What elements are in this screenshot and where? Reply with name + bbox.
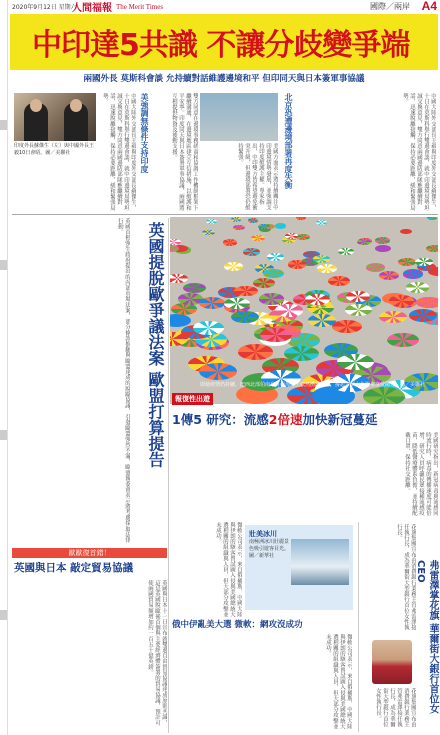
umbrella-shape: [193, 321, 223, 335]
umbrella-shape: [259, 293, 284, 304]
umbrella-shape: [400, 229, 413, 235]
photo-tag: 報復性出遊: [172, 393, 213, 405]
beach-photo-caption: 即使疫情仍持續，巴西北部伯南布哥州海灘上依然擠滿遊客，撐起五顏六色陽傘享受陽光。圖／美聯社: [200, 382, 426, 388]
left-margin-strip: [0, 0, 8, 735]
umbrella-shape: [363, 387, 406, 404]
story5-body: 微軟公司表示，來自俄羅斯、中國大陸與伊朗的駭客曾試圖入侵與美國總統大選相關的組織與人員，但大部分攻擊並未成功。: [325, 634, 352, 730]
newspaper-english-name: The Merit Times: [116, 2, 164, 11]
divider: [358, 522, 359, 732]
umbrella-shape: [366, 263, 385, 272]
story1-column: 雙方同意在邊境事務磋商和協調工作機制框架下繼續溝通，在邊境地區建立互信措施，以維護和平安寧。印度同天與日本簽署軍事協議，兩國將互相提供物資及後勤支援。: [171, 93, 198, 211]
story3-headline: [172, 410, 438, 430]
umbrella-shape: [231, 217, 241, 222]
umbrella-shape: [296, 234, 310, 240]
umbrella-shape: [288, 260, 307, 268]
umbrella-shape: [338, 248, 354, 255]
umbrella-shape: [251, 235, 265, 241]
umbrella-shape: [428, 267, 438, 276]
beach-umbrellas-photo: [170, 217, 438, 404]
umbrella-shape: [409, 309, 437, 322]
umbrella-shape: [199, 297, 225, 309]
umbrella-shape: [389, 295, 414, 306]
umbrella-shape: [406, 282, 429, 292]
story6-body: 花旗集團宣布由消費銀行業務主管弗雷澤接任執行長，成為華爾街大型銀行首位女性執行長。: [375, 688, 416, 728]
person-head: [30, 99, 42, 112]
story2-headline: 英國提脫歐爭議法案 歐盟打算提告: [146, 222, 165, 468]
umbrella-shape: [199, 363, 237, 380]
person-head: [70, 99, 82, 112]
story1-sidehead-left: 美強調無條件支持印度: [140, 93, 149, 173]
margin-tick: [0, 430, 7, 440]
divider: [12, 214, 438, 215]
story4-headline: 英國與日本 敲定貿易協議: [14, 562, 134, 574]
umbrella-shape: [248, 218, 259, 223]
umbrella-shape: [403, 269, 423, 278]
masthead: [10, 0, 440, 13]
story1-photo: [14, 93, 96, 141]
glacier-photo: [291, 539, 349, 585]
red-label-bar: 歐歐復首錯！: [12, 548, 167, 558]
story5-headline: 俄中伊亂美大選 微軟：網攻沒成功: [172, 620, 303, 630]
umbrella-shape: [379, 271, 400, 280]
umbrella-shape: [183, 283, 206, 293]
page-number: A4: [421, 0, 437, 13]
umbrella-shape: [316, 220, 327, 225]
umbrella-shape: [296, 217, 306, 220]
subheadline: 兩國外長 莫斯科會談 允持續對話維護邊境和平 但印同天與日本簽軍事協議: [83, 74, 365, 84]
story1-column: 美國方面表示將持續關注中印邊境情勢發展，並強調支持印度維護主權。專家指出，中印雙方皆希望避免衝突升級，但邊境部署恐仍維持緊張。: [237, 143, 278, 211]
story6-body: 花旗集團宣布由消費銀行業務主管弗雷澤接任執行長，成為華爾街大型銀行首位女性執行長。: [396, 524, 416, 631]
story1-column: 中國大陸外交部長王毅與印度外交部長蘇傑生，十日在莫斯科舉行雙邊會談，就中印邊境局勢坦誠交換意見，雙方同意兩國邊防部隊應繼續對話，迅速脫離接觸，保持必要距離，緩和緊張局勢。: [102, 93, 136, 211]
umbrella-shape: [243, 248, 259, 255]
umbrella-shape: [253, 278, 275, 288]
umbrella-shape: [171, 303, 198, 315]
glacier-info-box: [245, 525, 353, 610]
umbrella-shape: [263, 269, 283, 278]
umbrella-shape: [317, 264, 336, 273]
divider: [168, 218, 169, 548]
glacier-box-title: 壯美冰川: [249, 530, 277, 538]
umbrella-shape: [305, 294, 330, 305]
umbrella-shape: [223, 239, 238, 246]
umbrella-shape: [416, 297, 438, 309]
banner: [10, 14, 438, 70]
glacier-box-caption: 南極洲冰川壯麗景色吸引遊客目光。圖／新華社: [249, 539, 290, 559]
banner-headline: 中印達5共識 不讓分歧變爭端: [32, 28, 410, 63]
story1-column: 中國大陸外交部長王毅與印度外交部長蘇傑生，十日在莫斯科舉行雙邊會談，就中印邊境局勢坦誠交換意見，雙方同意兩國邊防部隊應繼續對話，迅速脫離接觸，保持必要距離，緩和緊張局勢。: [402, 93, 436, 211]
umbrella-shape: [170, 314, 191, 327]
story3-headline-highlight: 2倍速: [268, 412, 303, 427]
margin-tick: [0, 120, 7, 130]
umbrella-shape: [275, 304, 302, 316]
divider: [168, 548, 169, 733]
story5-body: 微軟公司表示，來自俄羅斯、中國大陸與伊朗的駭客曾試圖入侵與美國總統大選相關的組織與人員，但大部分攻擊並未成功。: [215, 522, 242, 618]
margin-tick: [0, 610, 7, 620]
umbrella-shape: [234, 286, 258, 297]
umbrella-shape: [379, 311, 407, 324]
story4-body: 英國與日本十一日宣布就雙邊自由貿易協議達成原則共識，這是英國脫歐後首個與主要經濟體簽署的貿易協議，預計可使兩國貿易額增加約一百五十億英鎊。: [147, 580, 167, 726]
umbrella-shape: [375, 245, 391, 252]
umbrella-shape: [267, 253, 284, 261]
umbrella-shape: [206, 219, 217, 224]
story3-headline-prefix: 1傳5 研究：流感: [172, 412, 269, 427]
story2-body: 英國首相強生政府提出的內部市場法案，部分條款推翻與歐盟達成的脫歐協議，引發歐盟強烈不滿，歐盟執委會表示將考慮採取法律行動。: [117, 218, 130, 543]
issue-date: 2020年9月12日 星期六: [12, 4, 77, 11]
umbrella-shape: [238, 344, 273, 360]
story6-headline: 弗雷澤掌花旗 華爾街大銀行首位女CEO: [415, 560, 438, 714]
umbrella-shape: [357, 239, 372, 246]
story3-body: 美國研究指出，新冠病毒與流感同時流行時，病毒的傳播速度可能倍增，研究人員呼籲民眾接種流感疫苗，降低醫療體系負擔，並持續配戴口罩、保持社交距離。: [404, 432, 438, 516]
umbrella-shape: [375, 237, 389, 243]
section-label: 國際／兩岸: [370, 2, 410, 11]
umbrella-shape: [233, 225, 245, 230]
umbrella-shape: [332, 320, 362, 333]
umbrella-shape: [398, 258, 416, 266]
ceo-portrait: [372, 640, 412, 684]
umbrella-shape: [202, 230, 215, 236]
story1-photo-caption: 印度外長蘇傑生（左）與中國外長王毅10日會晤。圖／美聯社: [14, 143, 95, 156]
story1-sidehead-right: 北京恐遭邊境部署再度失衡: [284, 93, 293, 189]
umbrella-shape: [328, 276, 350, 286]
umbrella-shape: [387, 333, 419, 348]
umbrella-shape: [260, 328, 292, 342]
umbrella-shape: [275, 223, 287, 228]
story3-headline-suffix: 加快新冠蔓延: [302, 412, 378, 427]
newspaper-logo: 人間福報: [72, 3, 112, 14]
umbrella-shape: [427, 217, 437, 220]
umbrella-shape: [426, 245, 438, 252]
margin-tick: [0, 260, 7, 270]
umbrella-shape: [224, 262, 243, 271]
umbrella-shape: [345, 304, 372, 316]
umbrella-shape: [170, 274, 188, 284]
story1-second-photo: [200, 93, 278, 141]
umbrella-shape: [313, 255, 331, 263]
